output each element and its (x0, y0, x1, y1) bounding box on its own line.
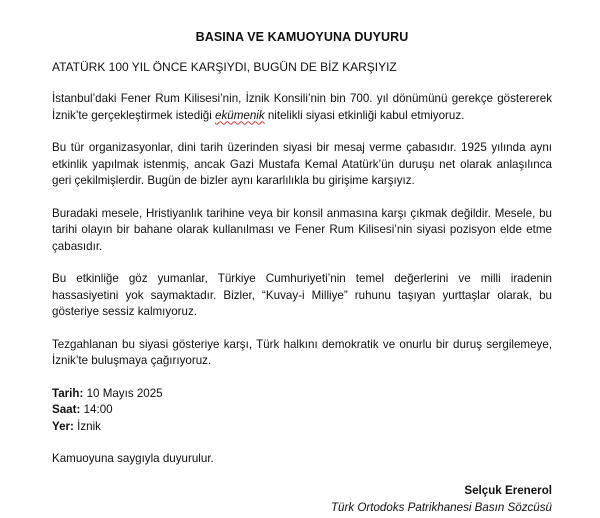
event-date-label: Tarih: (52, 386, 84, 400)
paragraph-2: Bu tür organizasyonlar, dini tarih üzerinden siyasi bir mesaj verme çabasıdır. 1925 yılında aynı etkinlik yapılmak istenmiş, ancak Gazi Mustafa Kemal Atatürk’ün duruşu net olarak anlaşılınca geri çekilmişlerdir. Bugün de bizler aynı kararlılıkla bu girişime karşıyız. (52, 141, 552, 187)
press-release-document (52, 30, 552, 516)
signatory-name: Selçuk Erenerol (464, 483, 552, 497)
closing-line: Kamuoyuna saygıyla duyurulur. (52, 452, 214, 465)
event-details (52, 386, 552, 436)
event-time-line (52, 402, 552, 419)
document-subheading: ATATÜRK 100 YIL ÖNCE KARŞIYDI, BUGÜN DE BİZ KARŞIYIZ (52, 60, 397, 74)
signature-block (52, 482, 552, 516)
event-place-label: Yer: (52, 419, 74, 433)
event-time-label: Saat: (52, 403, 81, 416)
paragraph-3: Buradaki mesele, Hristiyanlık tarihine veya bir konsil anmasına karşı çıkmak değildir. Mesele, bu tarihi olayın bir bahane olarak kullanılması ve Fener Rum Kilisesi’nin siyasi pozisyon elde etme çabasıdır. (52, 206, 552, 253)
paragraph-4: Bu etkinliğe göz yumanlar, Türkiye Cumhuriyeti’nin temel değerlerini ve milli iradenin hassasiyetini yok saymaktadır. Bizler, “Kuvay-i Milliye” ruhunu taşıyan yurttaşlar olarak, bu gösteriye sessiz kalmıyoruz. (52, 272, 552, 318)
paragraph-1-text-after: nitelikli siyasi etkinliği kabul etmiyoruz. (264, 108, 465, 122)
paragraph-1 (52, 91, 552, 124)
paragraph-5: Tezgahlanan bu siyasi gösteriye karşı, Türk halkını demokratik ve onurlu bir duruş sergilemeye, İznik’te buluşmaya çağırıyoruz. (52, 337, 552, 367)
event-date-value: 10 Mayıs 2025 (83, 386, 163, 400)
event-date-line (52, 386, 552, 403)
signatory-title: Türk Ortodoks Patrikhanesi Basın Sözcüsü (330, 500, 552, 514)
event-time-value: 14:00 (80, 403, 113, 416)
event-place-line (52, 419, 552, 436)
event-place-value: İznik (73, 419, 101, 433)
ekumenik-word: ekümenik (215, 108, 265, 122)
document-heading: BASINA VE KAMUOYUNA DUYURU (195, 30, 409, 44)
paragraph-1-text-before: İstanbul’daki Fener Rum Kilisesi’nin, İznik Konsili’nin bin 700. yıl dönümünü gerekçe göstererek İznik’te gerçekleştirmek istediği (52, 92, 552, 122)
